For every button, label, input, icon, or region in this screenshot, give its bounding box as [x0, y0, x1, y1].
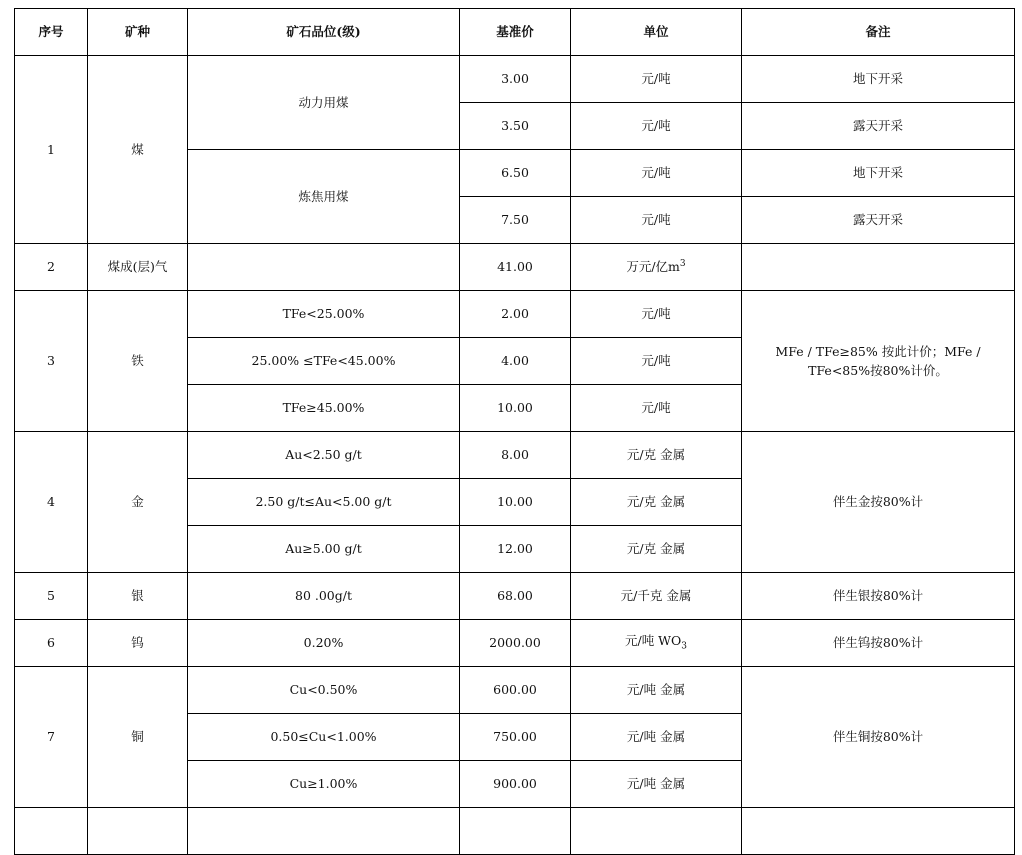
unit-cell: 元/吨 金属	[571, 761, 742, 808]
price-cell: 68.00	[460, 573, 571, 620]
remark-cell: 伴生银按80%计	[742, 573, 1015, 620]
empty-cell	[15, 808, 88, 855]
price-cell: 600.00	[460, 667, 571, 714]
price-cell: 6.50	[460, 150, 571, 197]
seq-cell: 4	[15, 432, 88, 573]
empty-cell	[188, 808, 460, 855]
grade-cell: TFe<25.00%	[188, 291, 460, 338]
grade-cell: 炼焦用煤	[188, 150, 460, 244]
header-row	[15, 9, 1015, 56]
header-unit: 单位	[571, 9, 742, 56]
grade-cell: TFe≥45.00%	[188, 385, 460, 432]
price-cell: 3.00	[460, 56, 571, 103]
mineral-cell: 钨	[88, 620, 188, 667]
grade-cell: Cu<0.50%	[188, 667, 460, 714]
remark-cell	[742, 244, 1015, 291]
grade-cell: Au≥5.00 g/t	[188, 526, 460, 573]
remark-cell: MFe / TFe≥85% 按此计价；MFe / TFe<85%按80%计价。	[742, 291, 1015, 432]
grade-cell: Cu≥1.00%	[188, 761, 460, 808]
unit-cell: 元/吨 金属	[571, 667, 742, 714]
mineral-cell: 金	[88, 432, 188, 573]
table-row	[15, 244, 1015, 291]
price-cell: 41.00	[460, 244, 571, 291]
remark-cell: 地下开采	[742, 150, 1015, 197]
price-cell: 10.00	[460, 385, 571, 432]
grade-cell: 0.50≤Cu<1.00%	[188, 714, 460, 761]
mineral-price-table	[14, 8, 1015, 855]
seq-cell: 7	[15, 667, 88, 808]
grade-cell: 80 .00g/t	[188, 573, 460, 620]
grade-cell: 2.50 g/t≤Au<5.00 g/t	[188, 479, 460, 526]
empty-cell	[460, 808, 571, 855]
unit-cell: 元/吨	[571, 150, 742, 197]
seq-cell: 2	[15, 244, 88, 291]
unit-cell	[571, 620, 742, 667]
price-cell: 4.00	[460, 338, 571, 385]
unit-base: 元/吨 WO	[624, 633, 682, 649]
remark-cell: 露天开采	[742, 197, 1015, 244]
price-cell: 8.00	[460, 432, 571, 479]
price-cell: 12.00	[460, 526, 571, 573]
seq-cell: 1	[15, 56, 88, 244]
unit-superscript: 3	[679, 259, 686, 270]
seq-cell: 6	[15, 620, 88, 667]
grade-cell: 0.20%	[188, 620, 460, 667]
header-price: 基准价	[460, 9, 571, 56]
grade-cell: Au<2.50 g/t	[188, 432, 460, 479]
price-cell: 2.00	[460, 291, 571, 338]
unit-cell: 元/吨	[571, 197, 742, 244]
unit-subscript: 3	[681, 641, 687, 652]
mineral-cell: 银	[88, 573, 188, 620]
remark-cell: 伴生铜按80%计	[742, 667, 1015, 808]
table-row	[15, 56, 1015, 103]
grade-cell: 25.00% ≤TFe<45.00%	[188, 338, 460, 385]
table-row-partial	[15, 808, 1015, 855]
unit-cell: 元/吨	[571, 103, 742, 150]
mineral-cell: 煤成(层)气	[88, 244, 188, 291]
unit-cell: 元/克 金属	[571, 526, 742, 573]
remark-cell: 伴生钨按80%计	[742, 620, 1015, 667]
header-remark: 备注	[742, 9, 1015, 56]
empty-cell	[88, 808, 188, 855]
seq-cell: 5	[15, 573, 88, 620]
header-grade: 矿石品位(级)	[188, 9, 460, 56]
seq-cell: 3	[15, 291, 88, 432]
empty-cell	[571, 808, 742, 855]
table-row	[15, 291, 1015, 338]
mineral-cell: 铜	[88, 667, 188, 808]
unit-cell: 元/吨	[571, 338, 742, 385]
empty-cell	[742, 808, 1015, 855]
price-cell: 750.00	[460, 714, 571, 761]
price-cell: 10.00	[460, 479, 571, 526]
price-cell: 7.50	[460, 197, 571, 244]
mineral-cell: 煤	[88, 56, 188, 244]
table-row	[15, 573, 1015, 620]
price-cell: 3.50	[460, 103, 571, 150]
grade-cell	[188, 244, 460, 291]
mineral-cell: 铁	[88, 291, 188, 432]
table-row	[15, 620, 1015, 667]
price-cell: 2000.00	[460, 620, 571, 667]
unit-cell: 元/吨	[571, 291, 742, 338]
unit-base: 万元/亿m	[626, 259, 680, 275]
header-seq: 序号	[15, 9, 88, 56]
remark-cell: 伴生金按80%计	[742, 432, 1015, 573]
table-row	[15, 667, 1015, 714]
header-mineral: 矿种	[88, 9, 188, 56]
unit-cell	[571, 244, 742, 291]
unit-cell: 元/克 金属	[571, 479, 742, 526]
remark-cell: 露天开采	[742, 103, 1015, 150]
unit-cell: 元/吨	[571, 385, 742, 432]
remark-cell: 地下开采	[742, 56, 1015, 103]
unit-cell: 元/吨 金属	[571, 714, 742, 761]
unit-cell: 元/吨	[571, 56, 742, 103]
price-cell: 900.00	[460, 761, 571, 808]
grade-cell: 动力用煤	[188, 56, 460, 150]
unit-cell: 元/千克 金属	[571, 573, 742, 620]
table-row	[15, 432, 1015, 479]
unit-cell: 元/克 金属	[571, 432, 742, 479]
